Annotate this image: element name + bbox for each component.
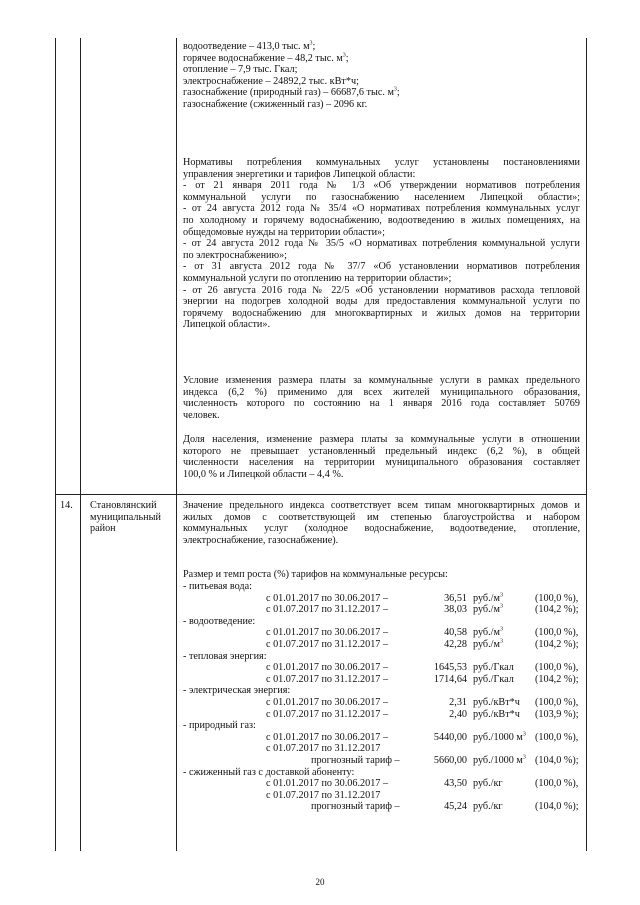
tariff-unit [473,778,503,789]
tariff-period: с 01.07.2017 по 31.12.2017 – [266,708,389,720]
consumption-text: газоснабжение (природный газ) – 66687,6 тыс. м [183,87,394,99]
tariff-group-title: - тепловая энергия: [183,650,267,662]
consumption-tail: ; [345,52,349,64]
district-name-line: муниципальный [90,511,161,523]
consumption-text: газоснабжение (сжиженный газ) – 2096 кг. [183,99,368,110]
tariff-unit [473,662,514,673]
tariff-period: с 01.01.2017 по 30.06.2017 – [266,662,389,674]
norms-line: - от 24 августа 2012 года № 35/4 «О нормативах потребления коммунальных услуг [183,203,580,215]
tariff-unit-text: руб./кг [473,801,503,813]
tariff-unit-superscript: 3 [499,592,503,599]
consumption-tail: ; [396,87,400,99]
consumption-tail: ; [312,41,316,52]
tariff-unit-text: руб./Гкал [473,673,514,685]
tariff-period: с 01.07.2017 по 31.12.2017 – [266,639,389,650]
row-number: 14. [60,500,73,511]
tariff-group-title: - питьевая вода: [183,581,252,592]
table-border-col2 [176,38,177,851]
intro-line: коммунальных услуг (холодное водоснабжение, водоотведение, отопление, [183,523,580,535]
district-name-line: район [90,523,116,535]
norms-line: энергии на подогрев холодной воды для предоставления коммунальной услуги по [183,296,580,308]
tariff-unit [473,697,520,708]
tariff-unit [473,755,526,766]
tariff-unit-text: руб./Гкал [473,662,514,674]
tariff-unit-text: руб./м [473,627,500,639]
tariff-growth-percent: (100,0 %), [535,662,579,674]
consumption-text: водоотведение – 413,0 тыс. м [183,41,310,52]
tariff-period: прогнозный тариф – [311,755,400,766]
norms-line: - от 24 августа 2012 года № 35/5 «О нормативах потребления коммунальной услуги [183,238,580,250]
norms-line: по холодному и горячему водоснабжению, водоотведению в жилых помещениях, на [183,215,580,226]
tariff-growth-percent: (104,2 %); [535,673,579,685]
share-line: численности населения на территории муниципального образования составляет [183,457,580,469]
tariff-unit-text: руб./1000 м [473,731,523,743]
consumption-line [183,64,297,75]
tariff-period: с 01.07.2017 по 31.12.2017 – [266,673,389,685]
tariff-growth-percent: (100,0 %), [535,778,579,790]
norms-line: общедомовые нужды на территории области»; [183,226,385,238]
page-number: 20 [315,877,325,887]
norms-line: - от 26 августа 2016 года № 22/5 «Об установлении нормативов расхода тепловой [183,284,580,296]
condition-line: человек. [183,409,220,421]
tariff-growth-percent: (104,2 %); [535,604,579,616]
tariff-value: 2,40 [449,708,467,720]
consumption-superscript: 3 [309,40,313,47]
tariff-period: прогнозный тариф – [311,801,400,813]
norms-line: управления энергетики и тарифов Липецкой области: [183,168,416,180]
tariff-unit-superscript: 3 [499,627,503,633]
tariff-growth-percent: (100,0 %), [535,627,579,639]
tariff-unit-superscript: 3 [522,754,526,761]
tariff-period: с 01.01.2017 по 30.06.2017 – [266,731,389,743]
tariff-period: с 01.07.2017 по 31.12.2017 [266,789,381,801]
tariff-unit [473,801,503,812]
tariff-period: с 01.01.2017 по 30.06.2017 – [266,697,389,708]
intro-line: электроснабжение, газоснабжение). [183,534,339,546]
tariff-growth-percent: (103,9 %); [535,708,579,720]
norms-line: Липецкой области». [183,319,271,331]
tariff-unit-text: руб./м [473,604,500,616]
tariff-period: с 01.01.2017 по 30.06.2017 – [266,778,389,790]
tariff-period: с 01.07.2017 по 31.12.2017 – [266,604,389,616]
tariff-value: 5660,00 [433,755,467,766]
tariff-unit [473,593,503,604]
tariff-unit-text: руб./1000 м [473,755,523,766]
table-row-divider [55,494,587,495]
tariff-unit [473,627,503,638]
tariff-growth-percent: (104,0 %); [535,801,579,813]
table-border-left [55,38,56,851]
consumption-line [183,87,400,98]
consumption-line [183,76,359,87]
consumption-text: электроснабжение – 24892,2 тыс. кВт*ч; [183,75,359,87]
tariff-group-title: - сжиженный газ с доставкой абоненту: [183,766,355,778]
consumption-text: отопление – 7,9 тыс. Гкал; [183,64,298,76]
norms-line: - от 21 января 2011 года № 1/3 «Об утверждении нормативов потребления [183,180,580,192]
tariff-value: 38,03 [444,604,467,616]
tariff-period: с 01.01.2017 по 30.06.2017 – [266,592,389,604]
tariff-unit [473,709,520,720]
tariff-unit [473,604,503,615]
tariff-group-title: - водоотведение: [183,615,256,627]
share-line: Доля населения, изменение размера платы за коммунальные услуги в отношении [183,434,580,445]
tariff-value: 43,50 [444,778,467,790]
tariff-unit-text: руб./кг [473,778,503,790]
tariff-value: 36,51 [444,592,467,604]
condition-line: Условие изменения размера платы за коммунальные услуги в рамках предельного [183,375,580,386]
tariff-value: 5440,00 [433,731,467,743]
tariff-unit [473,674,514,685]
tariff-period: с 01.01.2017 по 30.06.2017 – [266,627,389,639]
tariff-unit-superscript: 3 [522,731,526,738]
tariff-group-title: - электрическая энергия: [183,685,291,697]
condition-line: индекса (6,2 %) применимо для всех жителей муниципального образования, [183,386,580,398]
tariff-unit [473,639,503,650]
norms-line: Нормативы потребления коммунальных услуг установлены постановлениями [183,157,580,168]
share-line: которого не превышает установленный предельный индекс (6,2 %), в общей [183,445,580,457]
tariff-unit-superscript: 3 [499,603,503,610]
norms-line: коммунальной услуги по отоплению на территории области»; [183,273,452,284]
tariff-value: 42,28 [444,639,467,650]
share-line: 100,0 % и Липецкой области – 4,4 %. [183,468,344,480]
tariff-unit-superscript: 3 [499,638,503,645]
consumption-superscript: 3 [393,87,397,93]
intro-line: Значение предельного индекса соответствует всем типам многоквартирных домов и [183,500,580,511]
tariff-period: с 01.07.2017 по 31.12.2017 [266,743,381,755]
tariff-growth-percent: (100,0 %), [535,731,579,743]
tariff-growth-percent: (100,0 %), [535,592,579,604]
condition-line: численность которого по состоянию на 1 января 2016 года составляет 50769 [183,398,580,410]
consumption-line [183,53,349,64]
tariff-value: 1645,53 [433,662,467,674]
table-border-right [586,38,587,851]
consumption-text: горячее водоснабжение – 48,2 тыс. м [183,52,343,64]
district-name-line: Становлянский [90,500,157,511]
tariff-value: 45,24 [444,801,467,813]
tariff-group-title: - природный газ: [183,720,256,732]
norms-line: - от 31 августа 2012 года № 37/7 «Об установлении нормативов потребления [183,261,580,273]
tariff-unit-text: руб./м [473,592,500,604]
norms-line: горячему водоснабжению для многоквартирных и жилых домов на территории [183,307,580,319]
norms-line: по электроснабжению»; [183,249,288,261]
tariff-growth-percent: (104,2 %); [535,639,579,650]
intro-line: жилых домов с соответствующей им степенью благоустройства и набором [183,511,580,523]
table-border-col1 [80,38,81,851]
tariff-value: 1714,64 [433,673,467,685]
tariff-growth-percent: (104,0 %); [535,755,579,766]
tariff-value: 2,31 [449,697,467,708]
consumption-superscript: 3 [342,52,346,59]
norms-line: коммунальной услуги по газоснабжению населением Липецкой области»; [183,191,580,203]
consumption-line [183,41,315,52]
tariff-unit-text: руб./кВт*ч [473,697,520,708]
tariff-unit [473,732,526,743]
tariff-value: 40,58 [444,627,467,639]
tariff-unit-text: руб./м [473,639,500,650]
tariff-growth-percent: (100,0 %), [535,697,579,708]
tariffs-heading: Размер и темп роста (%) тарифов на коммунальные ресурсы: [183,569,448,580]
consumption-line [183,99,367,110]
tariff-unit-text: руб./кВт*ч [473,708,520,720]
